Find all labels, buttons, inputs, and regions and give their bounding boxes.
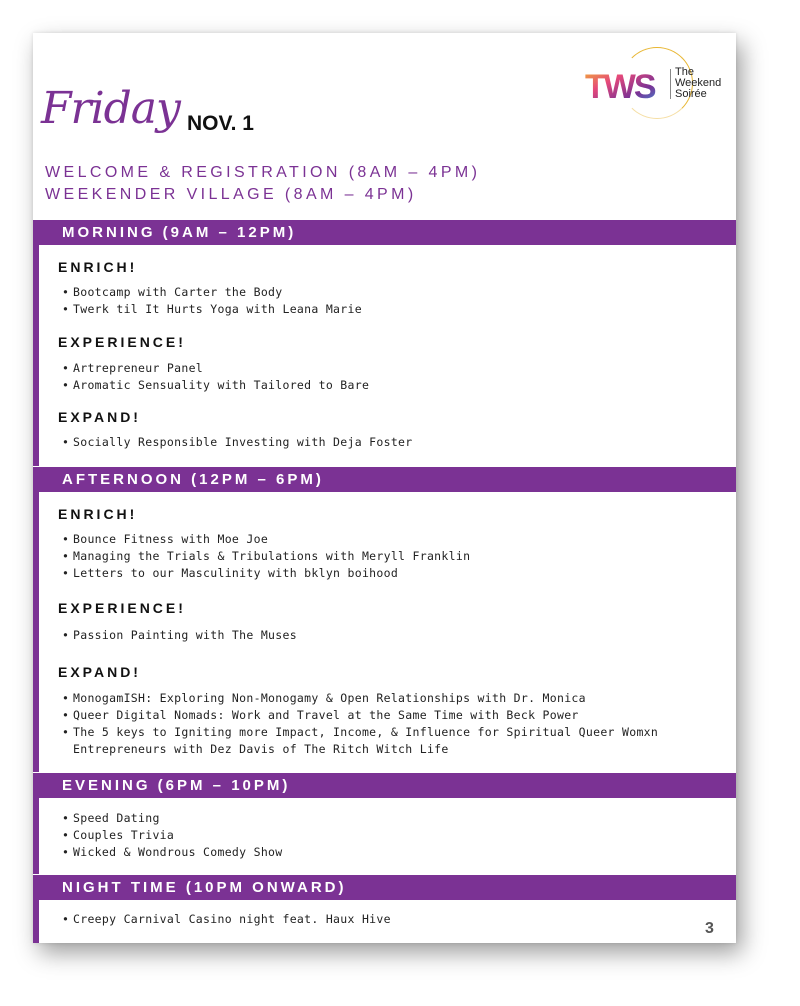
section-title: NIGHT TIME (10PM ONWARD) (39, 875, 736, 900)
list-item: • Aromatic Sensuality with Tailored to Bare (73, 378, 369, 392)
list-item: • Passion Painting with The Muses (73, 628, 297, 642)
logo-divider (670, 69, 671, 99)
subheading-expand: EXPAND! (58, 409, 141, 425)
tws-logo (585, 47, 735, 127)
village-line: WEEKENDER VILLAGE (8AM – 4PM) (45, 186, 417, 203)
list-item: • Managing the Trials & Tribulations with Meryll Franklin (73, 549, 470, 563)
logo-line-3: Soirée (675, 88, 707, 100)
tws-logo-mark-icon (585, 67, 665, 103)
schedule-page (33, 33, 736, 943)
page-number: 3 (705, 920, 714, 937)
logo-line-1: The (675, 66, 694, 78)
subheading-expand: EXPAND! (58, 664, 141, 680)
afternoon-section (33, 467, 736, 772)
list-item: • Wicked & Wondrous Comedy Show (73, 845, 282, 859)
morning-section (33, 220, 736, 466)
subheading-experience: EXPERIENCE! (58, 600, 186, 616)
registration-line: WELCOME & REGISTRATION (8AM – 4PM) (45, 164, 481, 181)
list-item: • Bootcamp with Carter the Body (73, 285, 282, 299)
date-title: NOV. 1 (187, 112, 254, 135)
evening-section (33, 773, 736, 874)
list-item: • MonogamISH: Exploring Non-Monogamy & Open Relationships with Dr. Monica (73, 691, 586, 705)
list-item: • The 5 keys to Igniting more Impact, Income, & Influence for Spiritual Queer Womxn (73, 725, 658, 739)
list-item: • Creepy Carnival Casino night feat. Haux Hive (73, 912, 391, 926)
list-item: • Speed Dating (73, 811, 160, 825)
day-title: Friday (41, 83, 180, 134)
section-title: MORNING (9AM – 12PM) (39, 220, 736, 245)
list-item: • Couples Trivia (73, 828, 174, 842)
section-title: EVENING (6PM – 10PM) (39, 773, 736, 798)
list-item: • Artrepreneur Panel (73, 361, 203, 375)
list-item: • Socially Responsible Investing with Deja Foster (73, 435, 413, 449)
subheading-enrich: ENRICH! (58, 259, 138, 275)
logo-wordmark (675, 67, 721, 100)
subheading-experience: EXPERIENCE! (58, 334, 186, 350)
subheading-enrich: ENRICH! (58, 506, 138, 522)
section-title: AFTERNOON (12PM – 6PM) (39, 467, 736, 492)
list-item-continuation: Entrepreneurs with Dez Davis of The Ritch Witch Life (73, 742, 449, 756)
list-item: • Queer Digital Nomads: Work and Travel at the Same Time with Beck Power (73, 708, 579, 722)
night-section (33, 875, 736, 943)
list-item: • Twerk til It Hurts Yoga with Leana Marie (73, 302, 362, 316)
list-item: • Letters to our Masculinity with bklyn boihood (73, 566, 398, 580)
svg-text:TWS: TWS (585, 68, 655, 103)
list-item: • Bounce Fitness with Moe Joe (73, 532, 268, 546)
logo-line-2: Weekend (675, 77, 722, 89)
